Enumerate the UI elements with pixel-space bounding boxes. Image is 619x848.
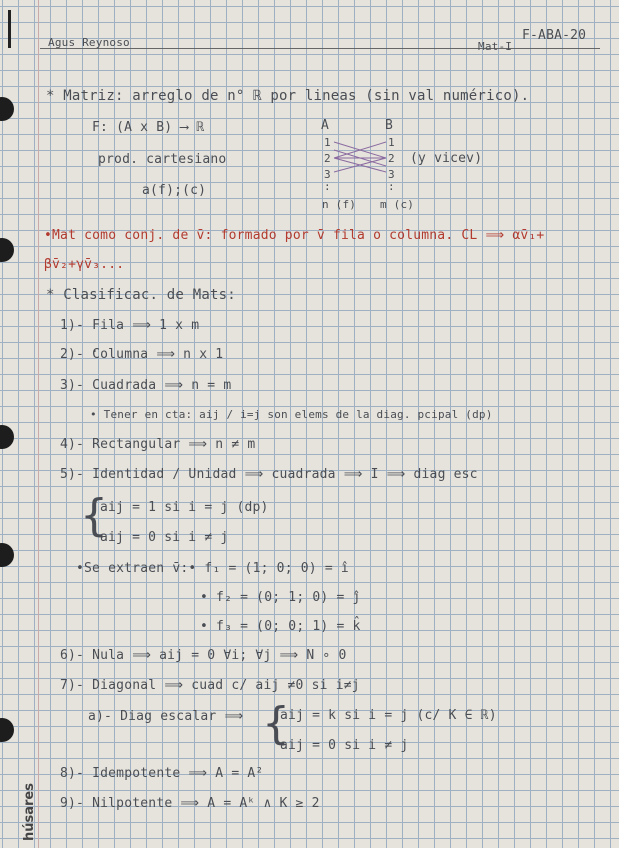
class-item-columna: 2)- Columna ⟹ n x 1 bbox=[60, 347, 224, 362]
set-a-item: 2 bbox=[324, 152, 331, 165]
set-a-item: 1 bbox=[324, 136, 331, 149]
matrix-note: •Mat como conj. de v̄: formado por v̄ fila o columna. CL ⟹ αv̄₁+ bbox=[44, 228, 545, 243]
class-item-fila: 1)- Fila ⟹ 1 x m bbox=[60, 318, 200, 333]
class-item-idempotente: 8)- Idempotente ⟹ A = A² bbox=[60, 766, 264, 781]
class-item-nilpotente: 9)- Nilpotente ⟹ A = Aᵏ ∧ K ≥ 2 bbox=[60, 796, 320, 811]
set-a-item: n (f) bbox=[322, 198, 357, 211]
brace-icon: { bbox=[80, 490, 108, 541]
class-item-rectangular: 4)- Rectangular ⟹ n ≠ m bbox=[60, 437, 256, 452]
function-definition: F: (A x B) ⟶ ℝ bbox=[92, 120, 205, 135]
set-a-item: 3 bbox=[324, 168, 331, 181]
diag-escalar-label: a)- Diag escalar ⟹ bbox=[88, 709, 244, 724]
student-name: Agus Reynoso bbox=[48, 36, 130, 49]
class-item-nula: 6)- Nula ⟹ aij = 0 ∀i; ∀j ⟹ N ∘ 0 bbox=[60, 648, 347, 663]
set-b-item: : bbox=[388, 180, 395, 193]
element-label: a(f);(c) bbox=[142, 183, 207, 198]
set-b-item: 1 bbox=[388, 136, 395, 149]
identidad-case: aij = 0 si i ≠ j bbox=[100, 530, 229, 545]
extraen-label: •Se extraen v̄:• f₁ = (1; 0; 0) = î bbox=[76, 561, 349, 576]
matrix-note-continuation: βv̄₂+γv̄₃... bbox=[44, 257, 125, 272]
classification-title: * Clasificac. de Mats: bbox=[46, 287, 236, 303]
vector-f3: • f₃ = (0; 0; 1) = k̂ bbox=[200, 619, 361, 634]
matrix-definition: * Matriz: arreglo de n° ℝ por lineas (sin val numérico). bbox=[46, 88, 530, 104]
set-b-item: 2 bbox=[388, 152, 395, 165]
set-a-item: : bbox=[324, 180, 331, 193]
identidad-case: aij = 1 si i = j (dp) bbox=[100, 500, 269, 515]
class-item-diagonal: 7)- Diagonal ⟹ cuad c/ aij ≠0 si i≠j bbox=[60, 678, 360, 693]
vector-f2: • f₂ = (0; 1; 0) = ĵ bbox=[200, 590, 361, 605]
vice-versa-label: (y vicev) bbox=[410, 151, 483, 166]
set-b-label: B bbox=[385, 118, 394, 133]
class-item-cuadrada: 3)- Cuadrada ⟹ n = m bbox=[60, 378, 232, 393]
set-b-item: 3 bbox=[388, 168, 395, 181]
cuadrada-note: • Tener en cta: aij / i=j son elems de la diag. pcipal (dp) bbox=[90, 408, 493, 421]
subject-label: Mat-I bbox=[478, 40, 513, 53]
cartesian-label: prod. cartesiano bbox=[98, 152, 227, 167]
class-item-identidad: 5)- Identidad / Unidad ⟹ cuadrada ⟹ I ⟹ diag esc bbox=[60, 467, 478, 482]
set-a-label: A bbox=[321, 118, 330, 133]
set-b-item: m (c) bbox=[380, 198, 415, 211]
brace-icon: { bbox=[262, 698, 290, 749]
escalar-case: aij = 0 si i ≠ j bbox=[280, 738, 409, 753]
escalar-case: aij = k si i = j (c/ K ∈ ℝ) bbox=[280, 708, 497, 723]
brand-logo: húsares bbox=[22, 783, 37, 841]
notebook-code: F-ABA-20 bbox=[522, 28, 587, 43]
